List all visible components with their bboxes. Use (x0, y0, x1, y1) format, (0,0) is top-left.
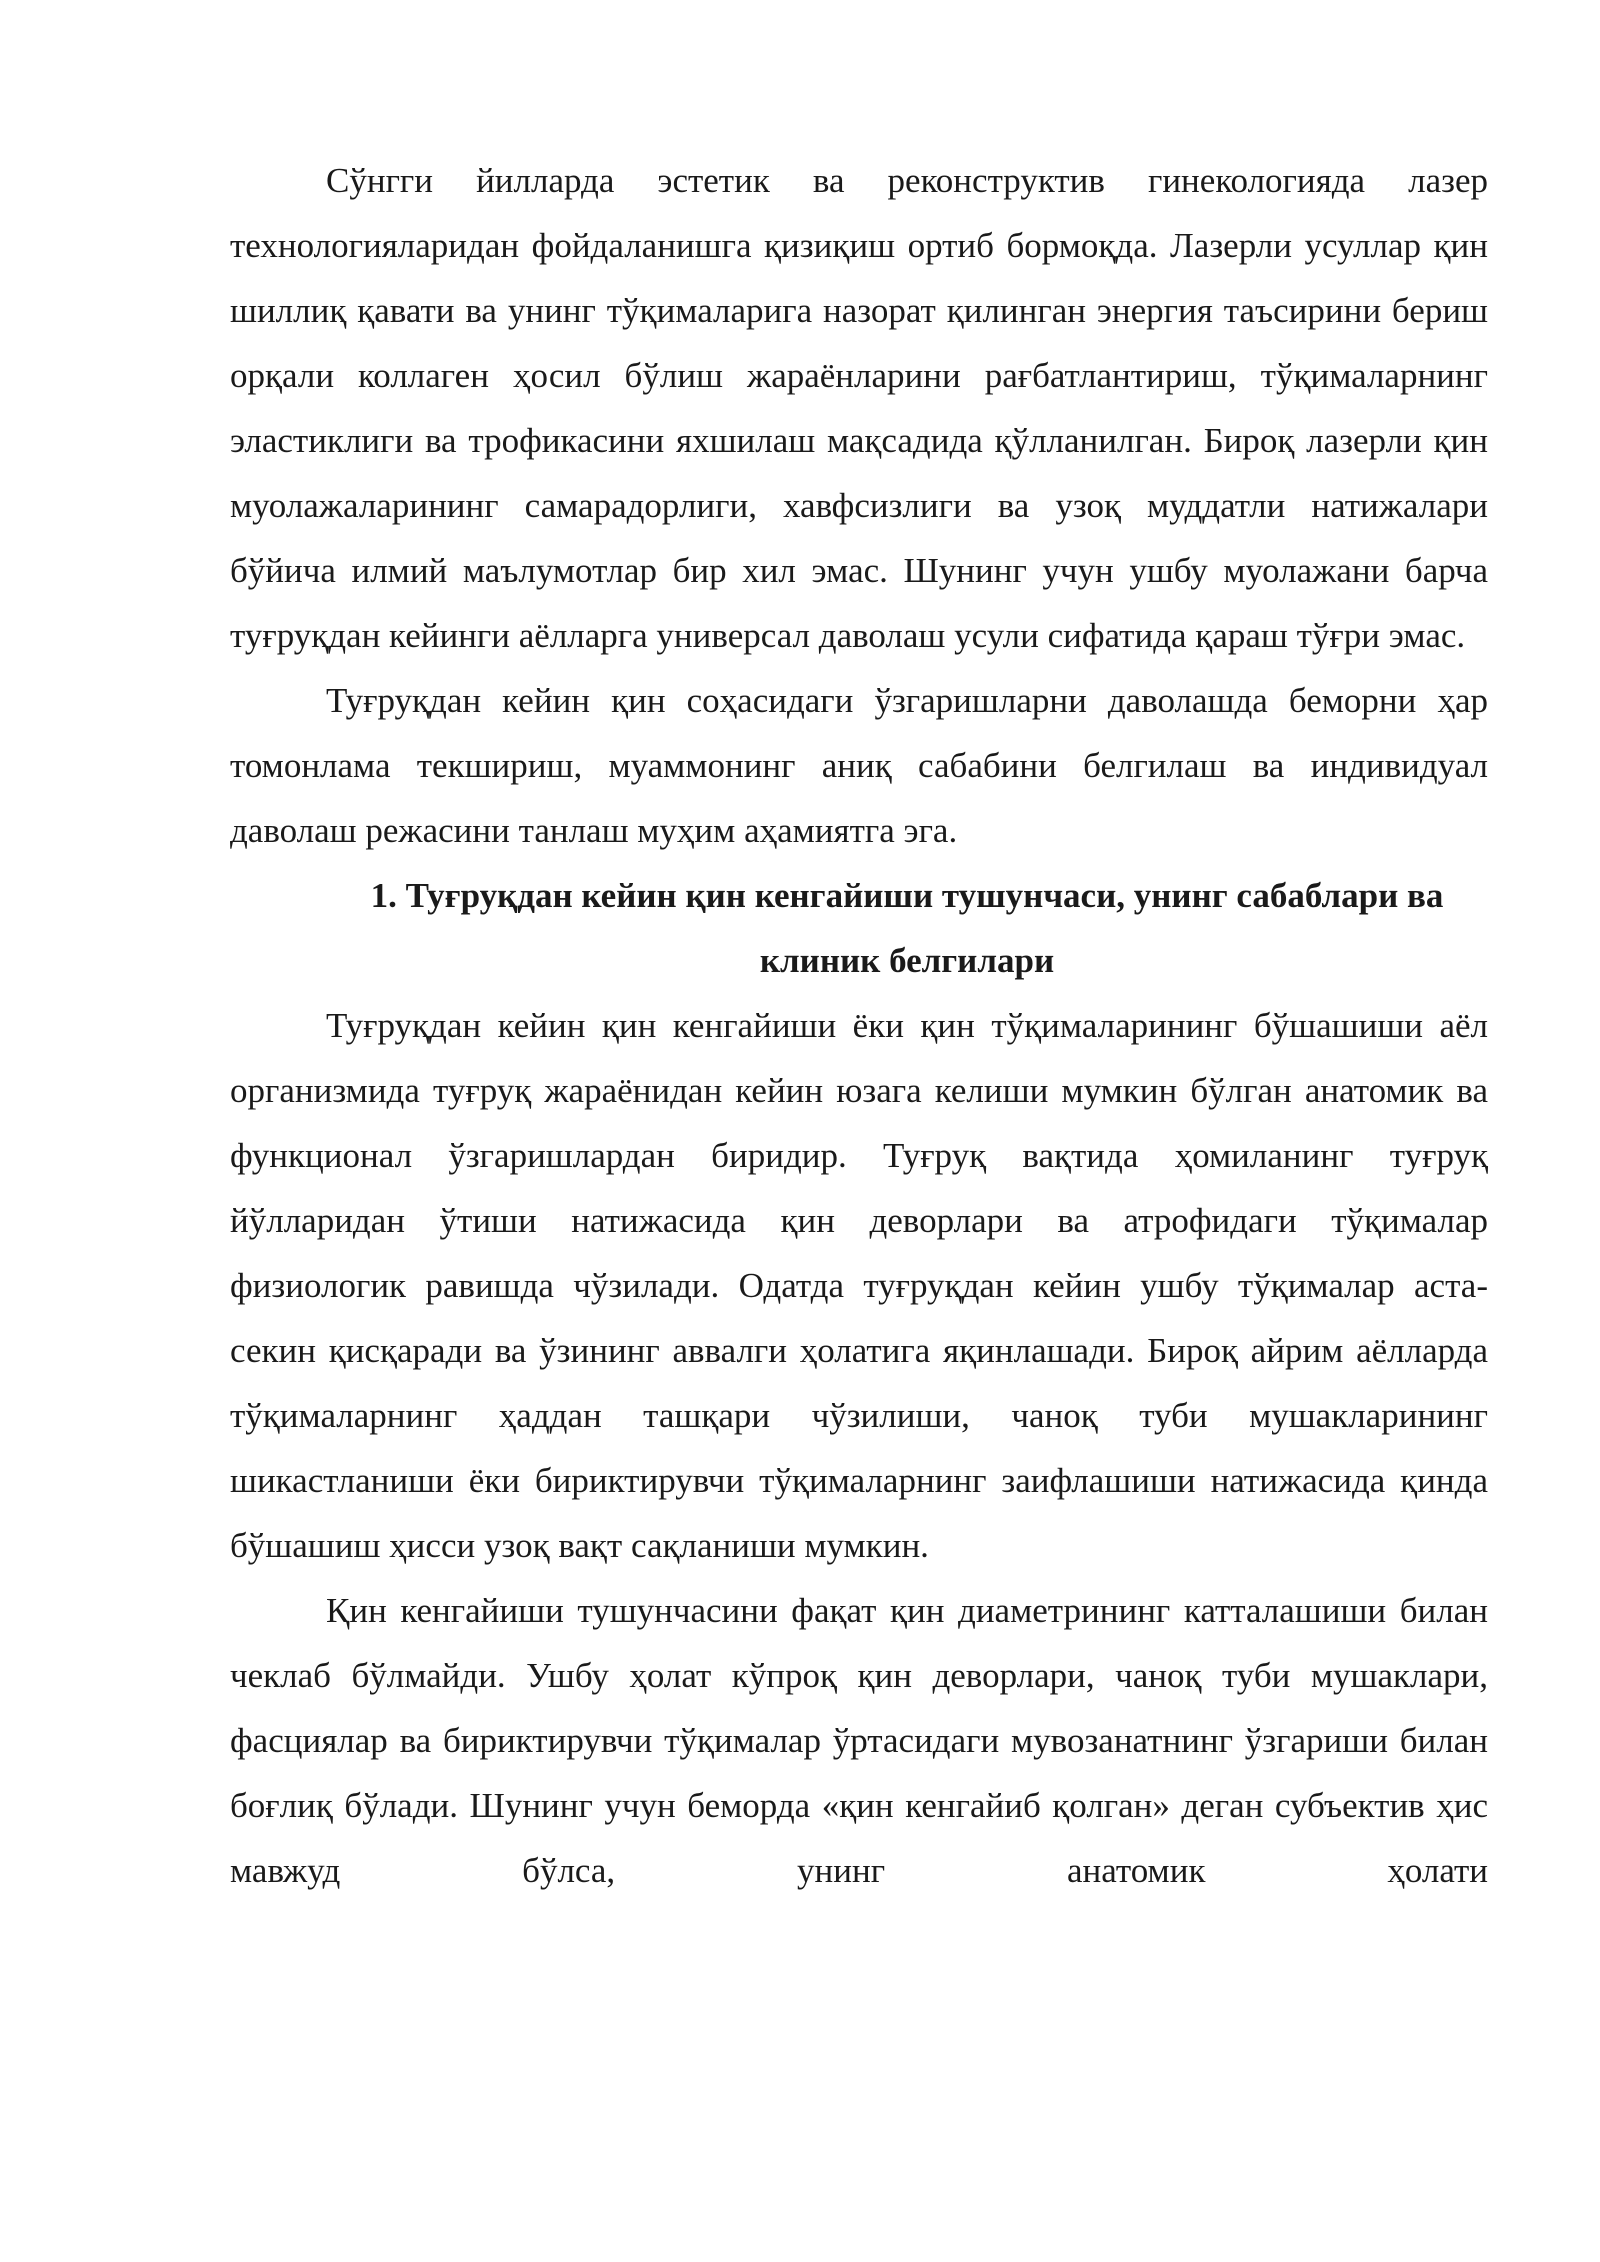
section-heading: 1. Туғруқдан кейин қин кенгайиши тушунчаси, унинг сабаблари ва клиник белгилари (370, 876, 1444, 980)
paragraph-vaginal-laxity-definition: Туғруқдан кейин қин кенгайиши ёки қин тўқималарининг бўшашиши аёл организмида туғруқ жараёнидан кейин юзага келиши мумкин бўлган анатомик ва функционал ўзгаришлардан биридир. Туғруқ вақтида ҳомиланинг туғруқ йўлларидан ўтиши натижасида қин деворлари ва атрофидаги тўқималар физиологик равишда чўзилади. Одатда туғруқдан кейин ушбу тўқималар аста-секин қисқаради ва ўзининг аввалги ҳолатига яқинлашади. Бироқ айрим аёлларда тўқималарнинг ҳаддан ташқари чўзилиши, чаноқ туби мушакларининг шикастланиши ёки бириктирувчи тўқималарнинг заифлашиши натижасида қинда бўшашиш ҳисси узоқ вақт сақланиши мумкин. (230, 1006, 1488, 1565)
document-body (230, 148, 1488, 1903)
paragraph-laser-technologies: Сўнгги йилларда эстетик ва реконструктив гинекологияда лазер технологияларидан фойдаланишга қизиқиш ортиб бормоқда. Лазерли усуллар қин шиллиқ қавати ва унинг тўқималарига назорат қилинган энергия таъсирини бериш орқали коллаген ҳосил бўлиш жараёнларини рағбатлантириш, тўқималарнинг эластиклиги ва трофикасини яхшилаш мақсадида қўлланилган. Бироқ лазерли қин муолажаларининг самарадорлиги, хавфсизлиги ва узоқ муддатли натижалари бўйича илмий маълумотлар бир хил эмас. Шунинг учун ушбу муолажани барча туғруқдан кейинги аёлларга универсал даволаш усули сифатида қараш тўғри эмас. (230, 161, 1488, 655)
paragraph-laxity-concept: Қин кенгайиши тушунчасини фақат қин диаметрининг катталашиши билан чеклаб бўлмайди. Ушбу ҳолат кўпроқ қин деворлари, чаноқ туби мушаклари, фасциялар ва бириктирувчи тўқималар ўртасидаги мувозанатнинг ўзгариши билан боғлиқ бўлади. Шунинг учун беморда «қин кенгайиб қолган» деган субъектив ҳис мавжуд бўлса, унинг анатомик ҳолати (230, 1591, 1488, 1890)
paragraph-treatment-approach: Туғруқдан кейин қин соҳасидаги ўзгаришларни даволашда беморни ҳар томонлама текшириш, муаммонинг аниқ сабабини белгилаш ва индивидуал даволаш режасини танлаш муҳим аҳамиятга эга. (230, 681, 1488, 850)
